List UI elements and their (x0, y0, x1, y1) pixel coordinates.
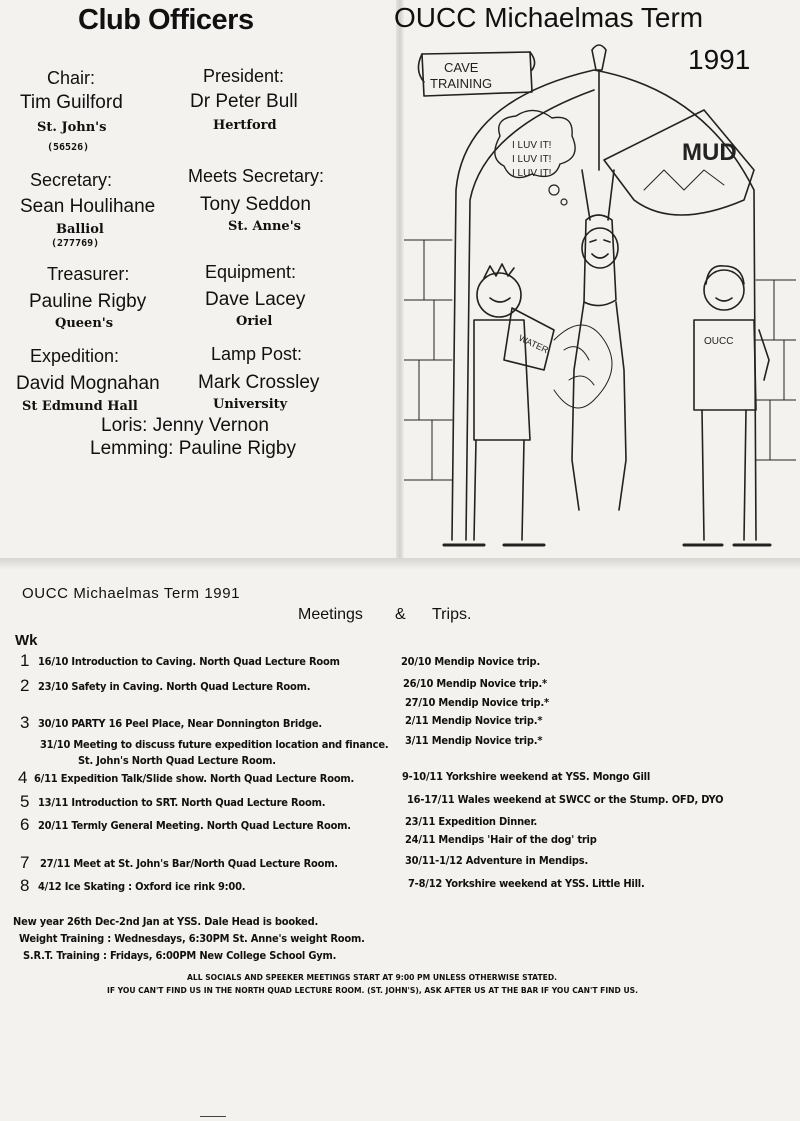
week-number: 8 (20, 876, 30, 895)
trip-entry: 20/10 Mendip Novice trip. (401, 655, 541, 668)
officer-college: St. Anne's (228, 219, 302, 234)
bubble-text-2: I LUV IT! (512, 154, 552, 165)
officer-name: Pauline Rigby (29, 291, 147, 312)
footer-note-socials: ALL SOCIALS AND SPEEKER MEETINGS START AT 9:00 PM UNLESS OTHERWISE STATED. (187, 973, 558, 982)
week-number: 3 (20, 713, 30, 732)
trip-entry: 24/11 Mendips 'Hair of the dog' trip (405, 833, 597, 846)
week-number: 5 (20, 792, 30, 811)
meeting-entry: 31/10 Meeting to discuss future expedition location and finance. (40, 738, 389, 751)
officer-name: Tim Guilford (20, 92, 123, 113)
officer-college: Balliol (56, 222, 104, 237)
officer-name: Mark Crossley (198, 372, 320, 393)
officer-phone: (277769) (51, 238, 100, 249)
cover-year: 1991 (688, 44, 751, 75)
meeting-entry: 20/11 Termly General Meeting. North Quad Lecture Room. (38, 819, 351, 832)
note-entry: Weight Training : Wednesdays, 6:30PM St. Anne's weight Room. (19, 932, 365, 945)
flag-text: MUD (682, 139, 737, 166)
officer-role: Equipment: (205, 262, 297, 282)
officer-college: St Edmund Hall (22, 399, 138, 414)
shirt-text: OUCC (704, 336, 734, 347)
trip-entry: 7-8/12 Yorkshire weekend at YSS. Little Hill. (408, 877, 645, 890)
officer-name: Dave Lacey (205, 289, 306, 310)
officer-loris: Loris: Jenny Vernon (101, 415, 269, 436)
officer-college: St. John's (37, 120, 107, 135)
sign-text-line2: TRAINING (430, 76, 493, 91)
cover-title: OUCC Michaelmas Term (394, 2, 704, 33)
schedule-subtitle-amp: & (395, 606, 406, 623)
note-entry: New year 26th Dec-2nd Jan at YSS. Dale Head is booked. (13, 915, 319, 928)
officer-role: Meets Secretary: (188, 166, 325, 186)
trip-entry: 30/11-1/12 Adventure in Mendips. (405, 854, 589, 867)
meeting-entry: 13/11 Introduction to SRT. North Quad Lecture Room. (38, 796, 326, 809)
officer-role: Chair: (47, 68, 96, 88)
officer-college: Oriel (236, 314, 273, 329)
officer-name: Tony Seddon (200, 194, 311, 215)
officers-heading: Club Officers (78, 4, 254, 36)
meeting-entry: St. John's North Quad Lecture Room. (78, 754, 276, 767)
officer-role: Treasurer: (47, 264, 130, 284)
officer-name: David Mognahan (16, 373, 160, 394)
meeting-entry: 16/10 Introduction to Caving. North Quad Lecture Room (38, 655, 340, 668)
bubble-text-3: I LUV IT! (512, 168, 552, 179)
officer-name: Dr Peter Bull (190, 91, 298, 112)
trip-entry: 27/10 Mendip Novice trip.* (405, 696, 549, 709)
meeting-entry: 6/11 Expedition Talk/Slide show. North Quad Lecture Room. (34, 772, 355, 785)
right-figure-head (704, 270, 744, 310)
fold-crease-vertical (396, 0, 404, 560)
cartoon-illustration (404, 40, 796, 560)
meeting-entry: 23/10 Safety in Caving. North Quad Lecture Room. (38, 680, 311, 693)
decorative-mark (200, 1116, 226, 1117)
meeting-entry: 27/11 Meet at St. John's Bar/North Quad Lecture Room. (40, 857, 338, 870)
officer-college: Hertford (213, 118, 277, 133)
trip-entry: 2/11 Mendip Novice trip.* (405, 714, 543, 727)
meeting-entry: 30/10 PARTY 16 Peel Place, Near Donnington Bridge. (38, 717, 322, 730)
schedule-subtitle-trips: Trips. (432, 606, 472, 623)
trip-entry: 16-17/11 Wales weekend at SWCC or the Stump. OFD, DYO (407, 793, 724, 806)
officer-role: Secretary: (30, 170, 113, 190)
sign-text-line1: CAVE (444, 60, 479, 75)
meeting-entry: 4/12 Ice Skating : Oxford ice rink 9:00. (38, 880, 246, 893)
trip-entry: 9-10/11 Yorkshire weekend at YSS. Mongo Gill (402, 770, 651, 783)
trip-entry: 26/10 Mendip Novice trip.* (403, 677, 547, 690)
trip-entry: 23/11 Expedition Dinner. (405, 815, 538, 828)
bucket-text: WATER (517, 332, 550, 356)
week-number: 4 (18, 768, 28, 787)
week-number: 7 (20, 853, 30, 872)
officer-college: University (213, 397, 288, 412)
footer-note-find-us: IF YOU CAN'T FIND US IN THE NORTH QUAD LECTURE ROOM. (ST. JOHN'S), ASK AFTER US AT THE BAR IF YOU CAN'T FIND US. (107, 986, 638, 995)
officer-role: Expedition: (30, 346, 120, 366)
officer-college: Queen's (55, 316, 114, 331)
officer-name: Sean Houlihane (20, 196, 156, 217)
week-column-label: Wk (15, 632, 38, 649)
schedule-subtitle-meetings: Meetings (298, 606, 363, 623)
officer-role: President: (203, 66, 285, 86)
week-number: 2 (20, 676, 30, 695)
left-figure-head (477, 273, 521, 317)
week-number: 6 (20, 815, 30, 834)
schedule-title: OUCC Michaelmas Term 1991 (22, 585, 241, 602)
trip-entry: 3/11 Mendip Novice trip.* (405, 734, 543, 747)
week-number: 1 (20, 651, 30, 670)
bubble-text-1: I LUV IT! (512, 140, 552, 151)
officer-lemming: Lemming: Pauline Rigby (90, 438, 296, 459)
officer-phone: (56526) (47, 142, 90, 153)
note-entry: S.R.T. Training : Fridays, 6:00PM New College School Gym. (23, 949, 337, 962)
officer-role: Lamp Post: (211, 344, 303, 364)
